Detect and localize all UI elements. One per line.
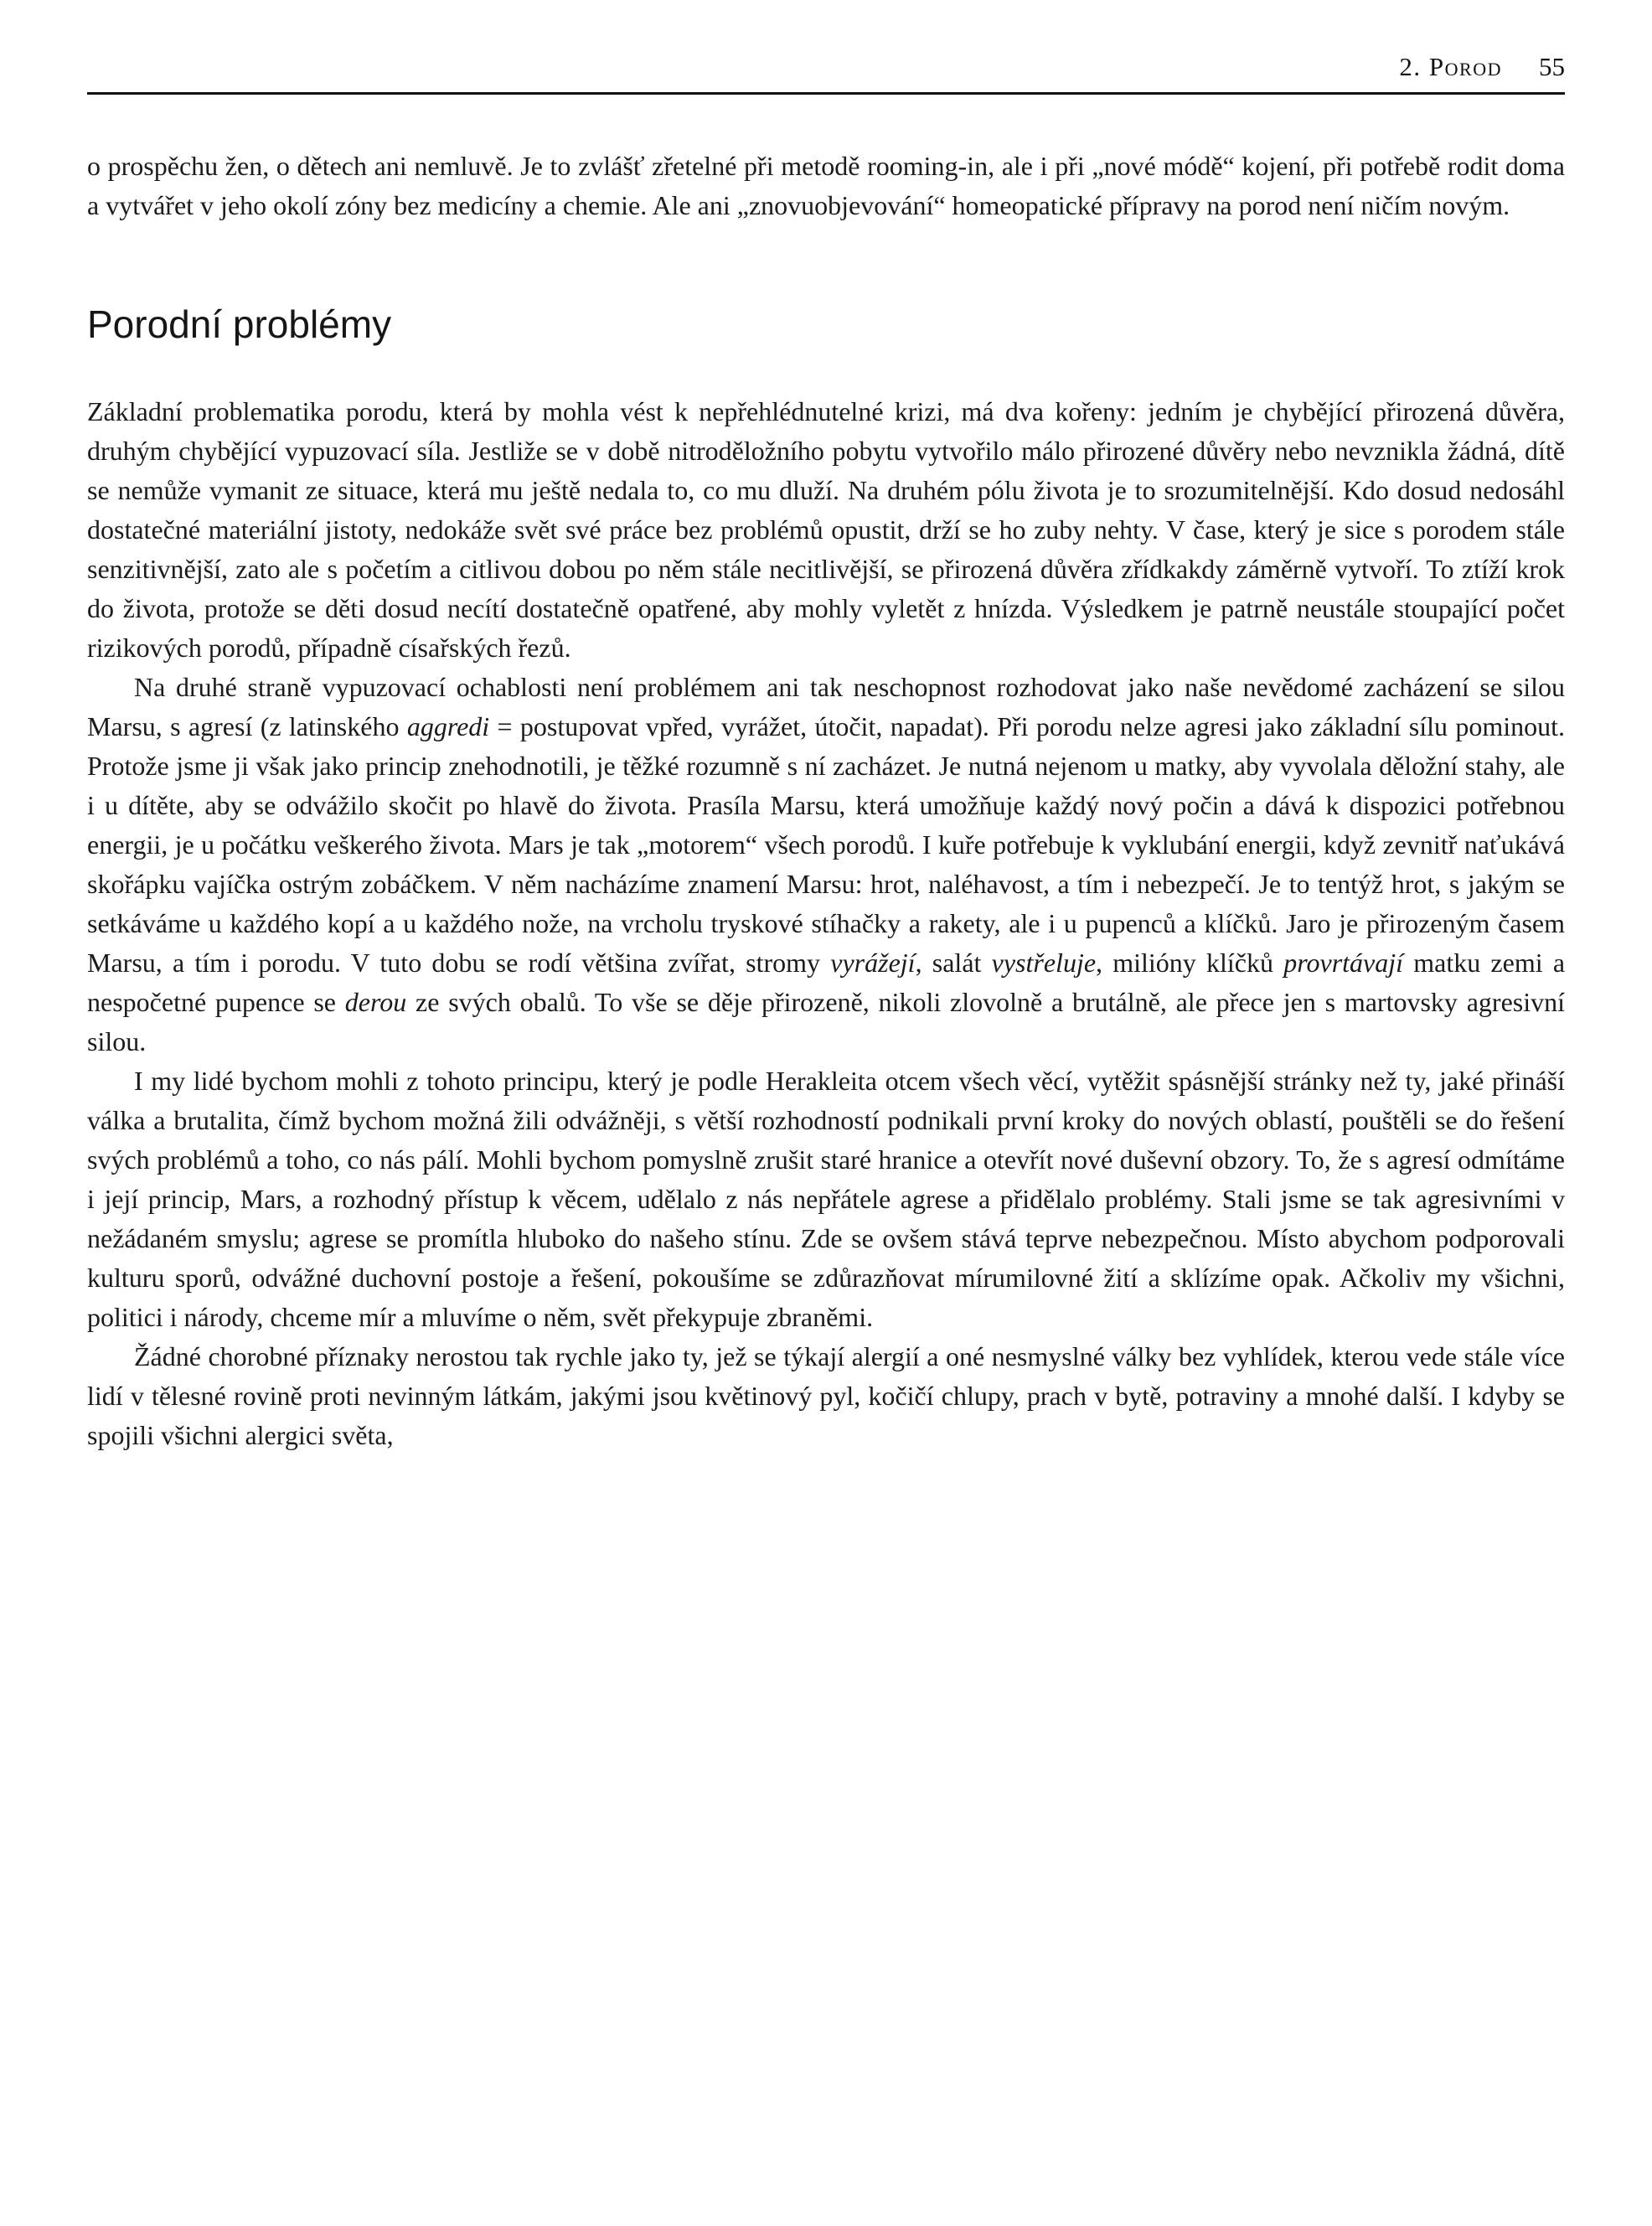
section-title: Porodní problémy — [87, 302, 392, 346]
text-run: , salát — [915, 947, 992, 978]
italic-term: provrtávají — [1283, 947, 1404, 978]
running-head — [87, 52, 1565, 82]
italic-term: derou — [344, 986, 407, 1017]
text-run: o prospěchu žen, o dětech ani nemluvě. Je to zvlášť zřetelné při metodě rooming-in, ale i při „nové módě“ kojení, při potřebě rodit doma a vytvářet v jeho okolí zóny bez medicíny a chemie. Ale ani „znovuobjevování“ homeopatické přípravy na porod není ničím novým. — [87, 151, 1565, 220]
text-run: matku zemi a nespočetné pupence se — [87, 947, 1566, 1017]
text-run: Základní problematika porodu, která by mohla vést k nepřehlédnutelné krizi, má dva kořeny: jedním je chybějící přirozená důvěra, druhým chybějící vypuzovací síla. Jestliže se v době nitroděložního pobytu vytvořilo málo přirozené důvěry nebo nevznikla žádná, dítě se nemůže vymanit ze situace, která mu ještě nedala to, co mu dluží. Na druhém pólu života je to srozumitelnější. Kdo dosud nedosáhl dostatečné materiální jistoty, nedokáže svět své práce bez problémů opustit, drží se ho zuby nehty. V čase, který je sice s porodem stále senzitivnější, zato ale s početím a citlivou dobou po něm stále necitlivější, se přirozená důvěra zřídkakdy záměrně vytvoří. To ztíží krok do života, protože se děti dosud necítí dostatečně opatřené, aby mohly vyletět z hnízda. Výsledkem je patrně neustále stoupající počet rizikových porodů, případně císařských řezů. — [87, 395, 1565, 663]
body-paragraph — [87, 668, 1565, 1061]
text-run: = postupovat vpřed, vyrážet, útočit, napadat). Při porodu nelze agresi jako základní sílu pominout. Protože jsme ji však jako princip znehodnotili, je těžké rozumně s ní zacházet. Je nutná nejenom u matky, aby vyvolala děložní stahy, ale i u dítěte, aby se odvážilo skočit po hlavě do života. Prasíla Marsu, která umožňuje každý nový počin a dává k dispozici potřebnou energii, je u počátku veškerého života. Mars je tak „motorem“ všech porodů. I kuře potřebuje k vyklubání energii, když zevnitř naťukává skořápku vajíčka ostrým zobáčkem. V něm nacházíme znamení Marsu: hrot, naléhavost, a tím i nebezpečí. Je to tentýž hrot, s jakým se setkáváme u každého kopí a u každého nože, na vrcholu tryskové stíhačky a rakety, ale i u pupenců a klíčků. Jaro je přirozeným časem Marsu, a tím i porodu. V tuto dobu se rodí většina zvířat, stromy — [87, 710, 1566, 978]
text-run: , milióny klíčků — [1096, 947, 1284, 978]
chapter-title: 2. Porod — [1399, 52, 1502, 81]
body-paragraph — [87, 147, 1565, 225]
page-number: 55 — [1539, 52, 1565, 81]
section-paragraphs — [87, 392, 1565, 1455]
italic-term: vystřeluje — [991, 947, 1097, 978]
text-run: I my lidé bychom mohli z tohoto principu, který je podle Herakleita otcem všech věcí, vytěžit spásnější stránky než ty, jaké přináší válka a brutalita, čímž bychom možná žili odvážněji, s větší rozhodností podnikali první kroky do nových oblastí, pouštěli se do řešení svých problémů a toho, co nás pálí. Mohli bychom pomyslně zrušit staré hranice a otevřít nové duševní obzory. To, že s agresí odmítáme i její princip, Mars, a rozhodný přístup k věcem, udělalo z nás nepřátele agrese a přidělalo problémy. Stali jsme se tak agresivními v nežádaném smyslu; agrese se promítla hluboko do našeho stínu. Zde se ovšem stává teprve nebezpečnou. Místo abychom podporovali kulturu sporů, odvážné duchovní postoje a řešení, pokoušíme se zdůrazňovat mírumilovné žití a sklízíme opak. Ačkoliv my všichni, politici i národy, chceme mír a mluvíme o něm, svět překypuje zbraněmi. — [87, 1065, 1565, 1332]
page-header — [87, 52, 1565, 95]
text-run: Žádné chorobné příznaky nerostou tak rychle jako ty, jež se týkají alergií a oné nesmyslné války bez vyhlídek, kterou vede stále více lidí v tělesné rovině proti nevinným látkám, jakými jsou květinový pyl, kočičí chlupy, prach v bytě, potraviny a mnohé další. I kdyby se spojili všichni alergici světa, — [87, 1340, 1565, 1450]
intro-paragraphs — [87, 147, 1565, 225]
text-run: Na druhé straně vypuzovací ochablosti není problémem ani tak neschopnost rozhodovat jako naše nevědomé zacházení se silou Marsu, s agresí (z latinského — [87, 671, 1565, 741]
body-paragraph — [87, 392, 1565, 668]
text-run: ze svých obalů. To vše se děje přirozeně, nikoli zlovolně a brutálně, ale přece jen s martovsky agresivní silou. — [87, 986, 1566, 1056]
text-block — [87, 147, 1565, 1455]
italic-term: vyrážejí — [830, 947, 916, 978]
header-rule — [87, 92, 1565, 95]
body-paragraph — [87, 1061, 1565, 1337]
italic-term: aggredi — [406, 710, 490, 741]
body-paragraph — [87, 1337, 1565, 1455]
